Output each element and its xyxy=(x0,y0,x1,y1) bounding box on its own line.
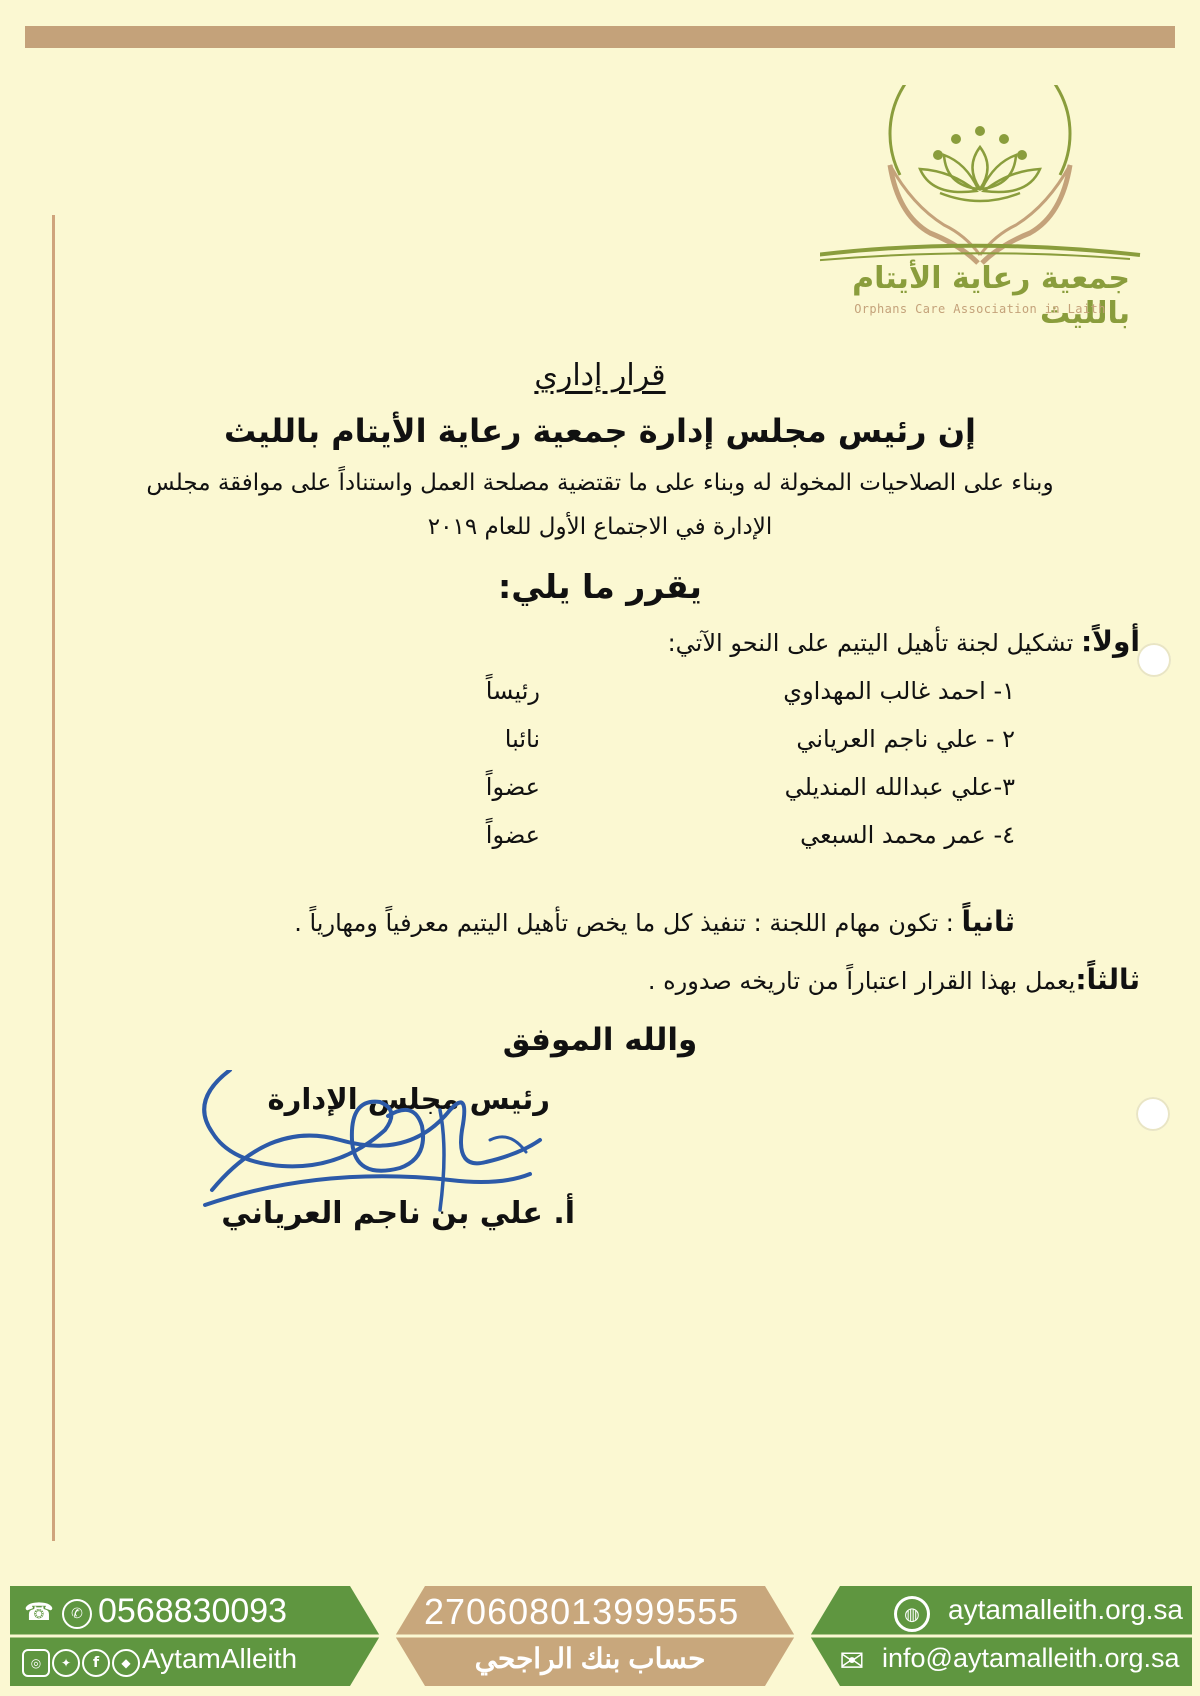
member-role: عضواً xyxy=(485,773,540,801)
logo-arabic-name: جمعية رعاية الأيتام بالليث xyxy=(852,261,1130,331)
closing-phrase: والله الموفق xyxy=(502,1022,698,1058)
clause-third-label: ثالثاً: xyxy=(1075,963,1140,996)
footer-social-handle: AytamAlleith xyxy=(142,1643,298,1674)
footer-website: aytamalleith.org.sa xyxy=(948,1594,1184,1625)
decides-heading: يقرر ما يلي: xyxy=(498,567,702,606)
clause-first-label: أولاً: xyxy=(1080,625,1140,658)
signatory-name: أ. علي بن ناجم العرياني xyxy=(221,1196,575,1231)
member-name: ١- احمد غالب المهداوي xyxy=(783,677,1015,705)
handwritten-signature xyxy=(200,1070,580,1240)
clause-first-text: تشكيل لجنة تأهيل اليتيم على النحو الآتي: xyxy=(667,629,1081,657)
preamble-line-1: وبناء على الصلاحيات المخولة له وبناء على ما تقتضية مصلحة العمل واستناداً على موافقة مجلس xyxy=(146,470,1054,496)
association-logo xyxy=(820,85,1150,331)
top-border-bar xyxy=(25,26,1175,48)
lotus-hands-icon xyxy=(820,85,1150,265)
footer-phone: 0568830093 xyxy=(98,1592,288,1630)
clause-first xyxy=(668,625,1140,658)
twitter-icon: ✦ xyxy=(52,1649,80,1677)
phone-icon: ☎ xyxy=(24,1598,54,1626)
document-type-title: قرار إداري xyxy=(534,358,666,393)
footer-account-number: 270608013999555 xyxy=(424,1591,740,1632)
clause-second xyxy=(294,905,1015,938)
member-name: ٤- عمر محمد السبعي xyxy=(800,821,1015,849)
footer-bank-name: حساب بنك الراجحي xyxy=(474,1643,706,1674)
snapchat-icon: ◆ xyxy=(112,1649,140,1677)
member-name: ٣-علي عبدالله المنديلي xyxy=(784,773,1015,801)
clause-third-text: يعمل بهذا القرار اعتباراً من تاريخه صدوره . xyxy=(647,967,1076,995)
signatory-title: رئيس مجلس الإدارة xyxy=(267,1082,550,1116)
clause-third xyxy=(648,963,1140,996)
member-role: نائبا xyxy=(504,725,540,753)
member-role: عضواً xyxy=(485,821,540,849)
left-margin-line xyxy=(52,215,55,1541)
globe-icon: ◍ xyxy=(894,1596,930,1632)
clause-second-text: : تكون مهام اللجنة : تنفيذ كل ما يخص تأهيل اليتيم معرفياً ومهارياً . xyxy=(294,909,962,937)
instagram-icon: ◎ xyxy=(22,1649,50,1677)
member-role: رئيساً xyxy=(485,677,540,705)
issuer-line: إن رئيس مجلس إدارة جمعية رعاية الأيتام بالليث xyxy=(224,412,976,450)
facebook-icon: f xyxy=(82,1649,110,1677)
punch-hole-top xyxy=(1137,643,1171,677)
logo-english-name: Orphans Care Association in Laith xyxy=(854,302,1106,316)
punch-hole-bottom xyxy=(1136,1097,1170,1131)
footer-email: info@aytamalleith.org.sa xyxy=(882,1643,1180,1673)
preamble-line-2: الإدارة في الاجتماع الأول للعام ٢٠١٩ xyxy=(427,514,773,540)
mail-icon: ✉ xyxy=(839,1643,865,1679)
member-name: ٢ - علي ناجم العرياني xyxy=(796,725,1015,753)
whatsapp-icon: ✆ xyxy=(62,1599,92,1629)
clause-second-label: ثانياً xyxy=(961,905,1015,938)
